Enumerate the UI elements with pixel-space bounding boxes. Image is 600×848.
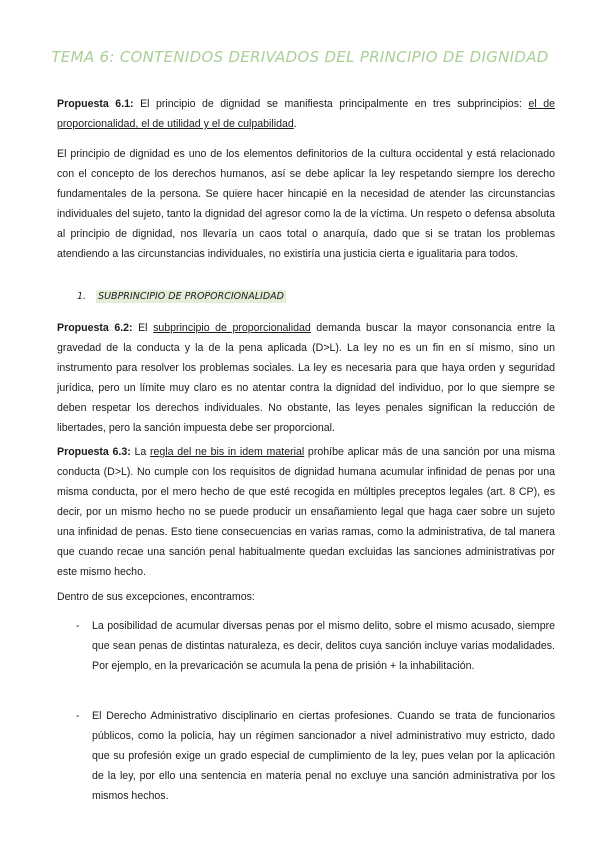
paragraph-text: demanda buscar la mayor consonancia entre la gravedad de la conducta y la de la pena aplicada (D>L). La ley no es un fin en sí mismo, sino un instrumento para resolver los problemas sociales. La ley es necesaria para que haya orden y seguridad jurídica, pero un límite muy claro es no atentar contra la dignidad del individuo, por lo que siempre se deben respetar los derechos individuales. No obstante, las leyes penales significan la reducción de libertades, pero la sanción impuesta debe ser proporcional. <box>57 322 555 434</box>
propuesta-label: Propuesta 6.1: <box>57 98 134 110</box>
list-bullet: - <box>76 710 80 722</box>
propuesta-label: Propuesta 6.2: <box>57 322 133 334</box>
paragraph-text: prohíbe aplicar más de una sanción por una misma conducta (D>L). No cumple con los requisitos de dignidad humana acumular infinidad de penas por una misma conducta, por el mero hecho de que esté recogida en múltiples preceptos legales (art. 8 CP), es decir, por un mismo hecho no se puede producir un ensañamiento legal que haga caer sobre un sujeto una infinidad de penas. Esto tiene consecuencias en varias ramas, como la administrativa, de tal manera que cuando recae una sanción penal habitualmente quedan excluidas las sanciones administrativas por este mismo hecho. <box>57 446 555 578</box>
section-number: 1. <box>77 291 87 302</box>
paragraph-text: El principio de dignidad se manifiesta principalmente en tres subprincipios: <box>133 98 529 110</box>
paragraph-propuesta-6-2 <box>57 318 555 438</box>
list-bullet: - <box>76 620 80 632</box>
paragraph-text-end: . <box>293 118 297 130</box>
paragraph-text-pre: La <box>130 446 150 458</box>
underlined-text: regla del ne bis in idem material <box>150 446 305 458</box>
page-title: TEMA 6: CONTENIDOS DERIVADOS DEL PRINCIPIO DE DIGNIDAD <box>51 48 549 66</box>
section-heading <box>77 288 557 306</box>
underlined-text: el de proporcionalidad, el de utilidad y el de culpabilidad <box>57 98 555 130</box>
underlined-text: subprincipio de proporcionalidad <box>153 322 311 334</box>
paragraph-text-pre: El <box>132 322 154 334</box>
paragraph-propuesta-6-1 <box>57 94 555 134</box>
section-heading-text: SUBPRINCIPIO DE PROPORCIONALIDAD <box>98 291 284 302</box>
list-item-text: La posibilidad de acumular diversas penas por el mismo delito, sobre el mismo acusado, siempre que sean penas de distintas naturaleza, es decir, delitos cuya sanción incluye varias modalidades. Por ejemplo, en la prevaricación se acumula la pena de prisión + la inhabilitación. <box>92 620 555 672</box>
propuesta-label: Propuesta 6.3: <box>57 446 131 458</box>
paragraph-excepciones: Dentro de sus excepciones, encontramos: <box>57 591 255 603</box>
list-item-text: El Derecho Administrativo disciplinario en ciertas profesiones. Cuando se trata de funcionarios públicos, como la policía, hay un régimen sancionador a nivel administrativo muy estricto, dado que su profesión exige un grado especial de cumplimiento de la ley, pues velan por la aplicación de la ley, por ello una sentencia en materia penal no excluye una sanción administrativa por los mismos hechos. <box>92 710 555 802</box>
paragraph-propuesta-6-3 <box>57 442 555 582</box>
paragraph-dignidad: El principio de dignidad es uno de los elementos definitorios de la cultura occidental y está relacionado con el concepto de los derechos humanos, así se debe aplicar la ley respetando siempre los derecho fundamentales de la persona. Se quiere hacer hincapié en la necesidad de atender las circunstancias individuales del sujeto, tanto la dignidad del agresor como la de la víctima. Un respeto o defensa absoluta al principio de dignidad, nos llevaría un caos total o anarquía, dado que si se tratan los problemas atendiendo a las circunstancias individuales, no existiría una justicia cierta e igualitaria para todos. <box>57 148 555 260</box>
